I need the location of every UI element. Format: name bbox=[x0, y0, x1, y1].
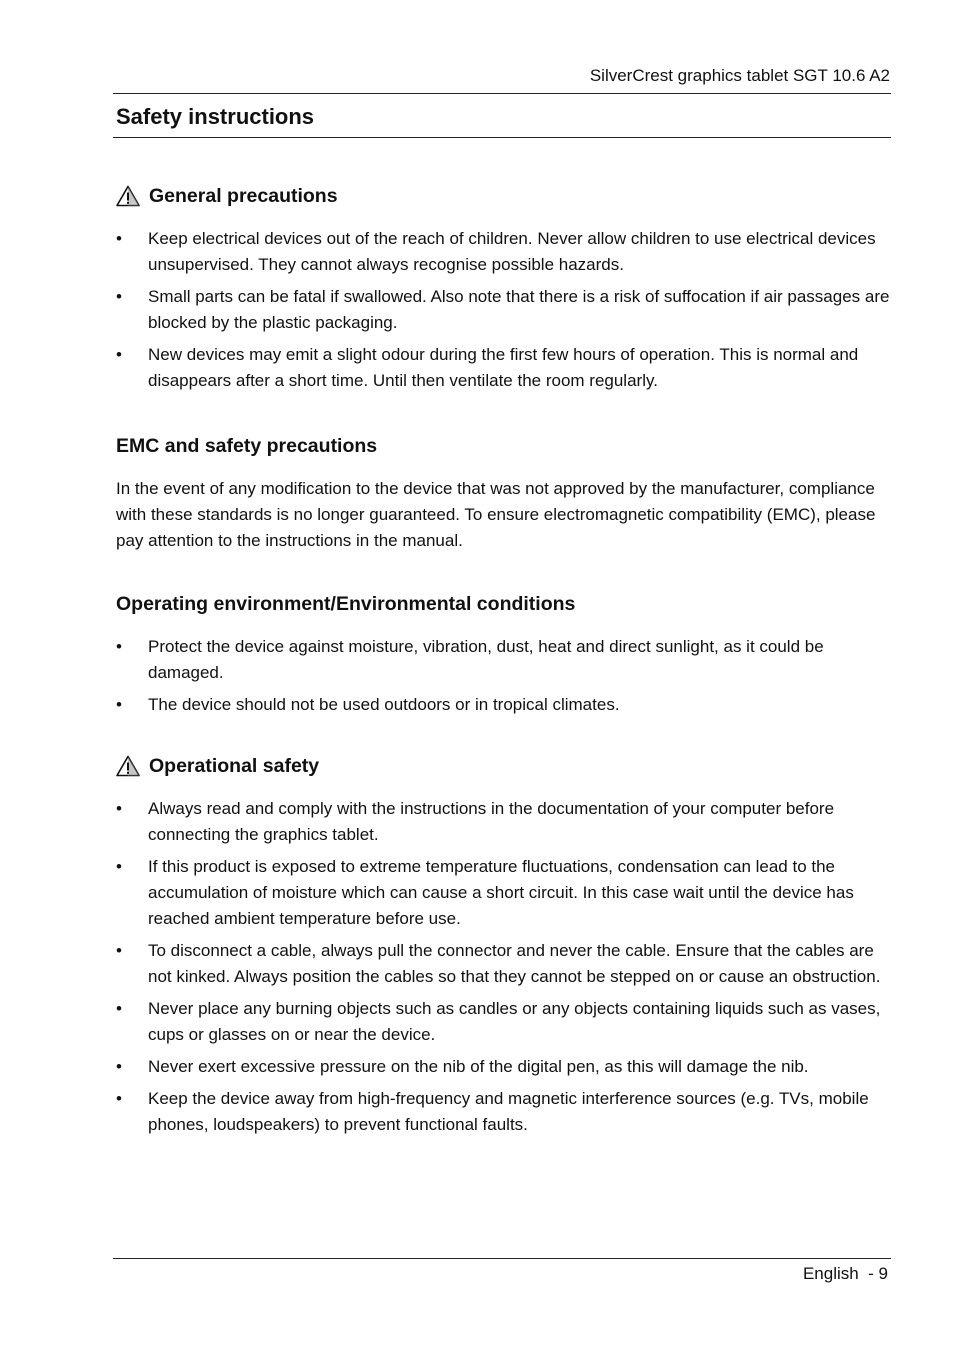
list-item bbox=[116, 1086, 890, 1138]
bullet: • bbox=[116, 637, 122, 656]
bullet: • bbox=[116, 345, 122, 364]
footer-rule bbox=[113, 1258, 891, 1259]
list-item bbox=[116, 854, 890, 932]
list-item bbox=[116, 342, 890, 394]
bullet: • bbox=[116, 695, 122, 714]
operational-safety-list bbox=[116, 796, 890, 1138]
bullet: • bbox=[116, 941, 122, 960]
list-item-text: To disconnect a cable, always pull the connector and never the cable. Ensure that the cables are not kinked. Always position the cables so that they cannot be stepped on or cause an obstruction. bbox=[148, 941, 881, 986]
general-precautions-title: General precautions bbox=[149, 184, 338, 207]
environment-list bbox=[116, 634, 890, 718]
bullet: • bbox=[116, 999, 122, 1018]
list-item bbox=[116, 284, 890, 336]
section-title-underline bbox=[113, 137, 891, 138]
list-item bbox=[116, 692, 890, 718]
emc-paragraph: In the event of any modification to the device that was not approved by the manufacturer, compliance with these standards is no longer guaranteed. To ensure electromagnetic compatibility (EMC), please pay attention to the instructions in the manual. bbox=[116, 479, 876, 550]
general-precautions-list bbox=[116, 226, 890, 394]
list-item bbox=[116, 938, 890, 990]
bullet: • bbox=[116, 857, 122, 876]
content bbox=[116, 178, 890, 1144]
list-item-text: Protect the device against moisture, vibration, dust, heat and direct sunlight, as it could be damaged. bbox=[148, 637, 824, 682]
warning-triangle-icon bbox=[116, 185, 140, 207]
list-item-text: Always read and comply with the instructions in the documentation of your computer before connecting the graphics tablet. bbox=[148, 799, 835, 844]
operational-safety-title: Operational safety bbox=[149, 754, 320, 777]
list-item-text: Keep the device away from high-frequency and magnetic interference sources (e.g. TVs, mobile phones, loudspeakers) to prevent functional faults. bbox=[148, 1089, 869, 1134]
environment-heading: Operating environment/Environmental conditions bbox=[116, 592, 576, 615]
section-title: Safety instructions bbox=[116, 104, 315, 129]
list-item-text: Small parts can be fatal if swallowed. Also note that there is a risk of suffocation if air passages are blocked by the plastic packaging. bbox=[148, 287, 890, 332]
running-header: SilverCrest graphics tablet SGT 10.6 A2 bbox=[589, 66, 890, 85]
header-rule bbox=[113, 93, 891, 94]
operational-safety-heading bbox=[116, 748, 890, 784]
list-item bbox=[116, 634, 890, 686]
bullet: • bbox=[116, 229, 122, 248]
bullet: • bbox=[116, 799, 122, 818]
warning-triangle-icon bbox=[116, 755, 140, 777]
list-item bbox=[116, 796, 890, 848]
page-footer: English - 9 bbox=[802, 1264, 888, 1283]
emc-heading: EMC and safety precautions bbox=[116, 434, 378, 457]
bullet: • bbox=[116, 287, 122, 306]
list-item bbox=[116, 1054, 890, 1080]
bullet: • bbox=[116, 1089, 122, 1108]
list-item-text: Never place any burning objects such as candles or any objects containing liquids such as vases, cups or glasses on or near the device. bbox=[148, 999, 881, 1044]
list-item bbox=[116, 996, 890, 1048]
list-item-text: If this product is exposed to extreme temperature fluctuations, condensation can lead to the accumulation of moisture which can cause a short circuit. In this case wait until the device has reached ambient temperature before use. bbox=[148, 857, 854, 928]
list-item-text: Never exert excessive pressure on the nib of the digital pen, as this will damage the nib. bbox=[148, 1057, 809, 1076]
list-item-text: New devices may emit a slight odour during the first few hours of operation. This is normal and disappears after a short time. Until then ventilate the room regularly. bbox=[148, 345, 859, 390]
bullet: • bbox=[116, 1057, 122, 1076]
general-precautions-heading bbox=[116, 178, 890, 214]
list-item-text: Keep electrical devices out of the reach of children. Never allow children to use electrical devices unsupervised. They cannot always recognise possible hazards. bbox=[148, 229, 876, 274]
list-item-text: The device should not be used outdoors or in tropical climates. bbox=[148, 695, 620, 714]
list-item bbox=[116, 226, 890, 278]
